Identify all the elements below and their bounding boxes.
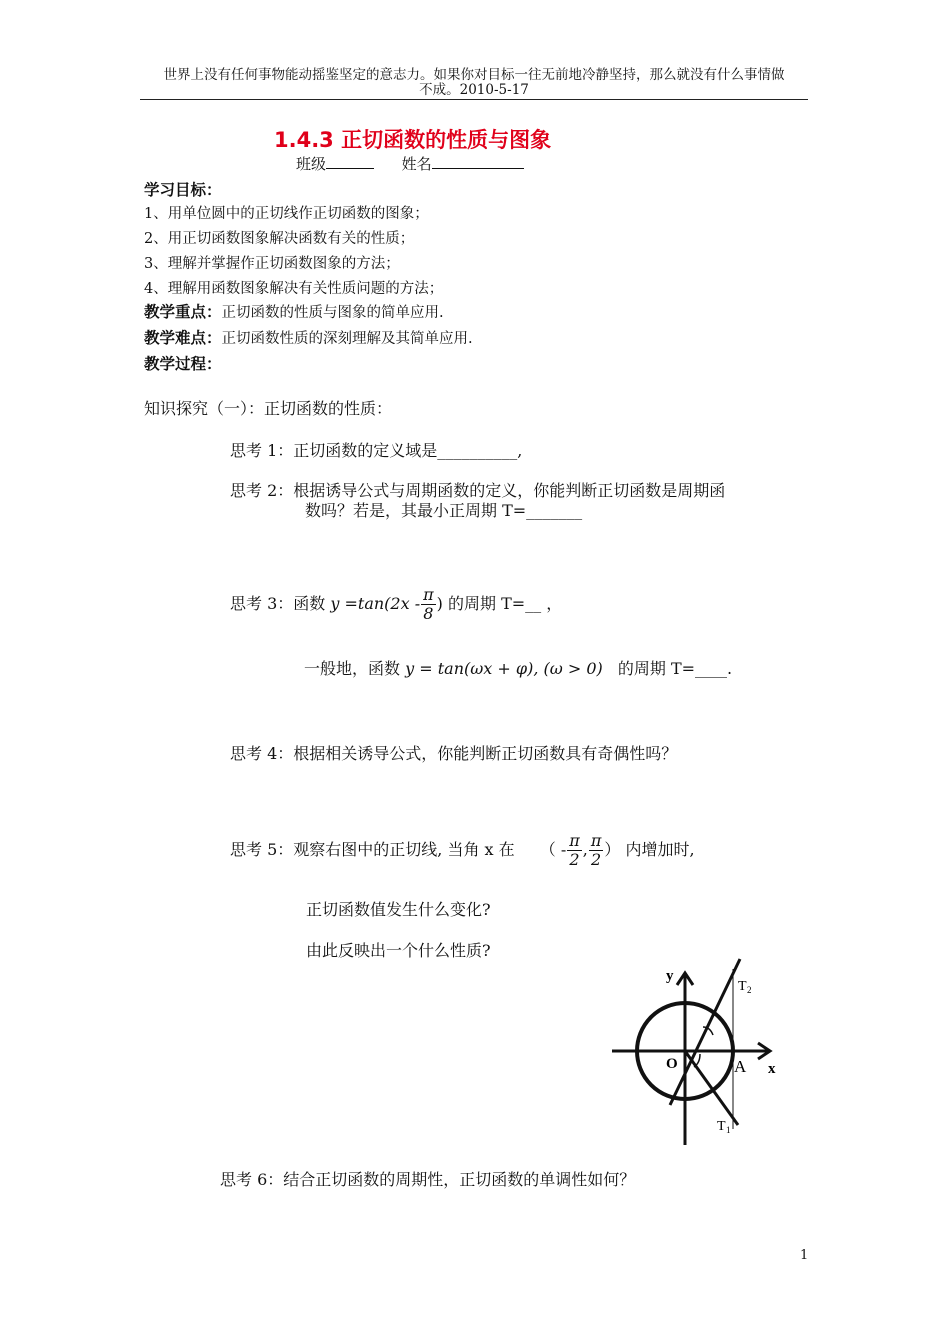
think-3-formula-close: ) xyxy=(436,594,443,613)
name-class-line xyxy=(296,153,524,174)
think-1-blank[interactable]: __________ xyxy=(437,441,518,460)
think-1-text: 思考 1：正切函数的定义域是 xyxy=(230,441,438,460)
think-2-line-1: 思考 2：根据诱导公式与周期函数的定义，你能判断正切函数是周期函 xyxy=(230,481,726,500)
think-2-line-2: 数吗？若是，其最小正周期 T=_______ xyxy=(305,501,583,520)
label-t2-subscript: 2 xyxy=(747,985,752,995)
difficulty-text: 正切函数性质的深刻理解及其简单应用. xyxy=(221,331,473,347)
fraction-numerator: π xyxy=(590,831,602,850)
think-5-fraction-2 xyxy=(589,832,604,869)
objective-item-1: 1、用单位圆中的正切线作正切函数的图象； xyxy=(144,206,429,222)
think-3-prefix: 思考 3：函数 xyxy=(230,594,326,613)
label-t2: T xyxy=(738,979,747,994)
fraction-denominator: 8 xyxy=(423,604,434,623)
section-heading: 知识探究（一）：正切函数的性质： xyxy=(144,399,393,418)
think-3-fraction xyxy=(421,586,436,623)
think-3-suffix: 的周期 T=__ ， xyxy=(447,594,563,613)
class-label: 班级 xyxy=(296,155,327,173)
think-5-open: （ - xyxy=(539,840,567,859)
page-number: 1 xyxy=(800,1248,809,1263)
label-o: O xyxy=(666,1056,678,1072)
fraction-denominator: 2 xyxy=(569,850,580,869)
label-a: A xyxy=(734,1057,747,1076)
objectives-heading: 学习目标： xyxy=(144,181,222,199)
think-5-suffix: 内增加时, xyxy=(625,840,695,859)
think-5-fraction-1 xyxy=(567,832,582,869)
name-blank[interactable] xyxy=(432,153,524,169)
think-5-close: ） xyxy=(604,840,621,859)
think-3-line-2-prefix: 一般地，函数 xyxy=(304,659,401,678)
fraction-denominator: 2 xyxy=(591,850,602,869)
header-line-1: 世界上没有任何事物能动摇鉴坚定的意志力。如果你对目标一往无前地冷静坚持，那么就没有什么事情做 xyxy=(163,67,785,83)
think-5-line-3: 由此反映出一个什么性质? xyxy=(306,941,491,960)
think-3-formula: y =tan(2x - xyxy=(330,594,421,613)
tangent-line-figure xyxy=(600,955,800,1155)
process-heading: 教学过程： xyxy=(144,355,222,373)
think-5-line-2: 正切函数值发生什么变化? xyxy=(306,900,491,919)
think-5-prefix: 思考 5：观察右图中的正切线, 当角 x 在 xyxy=(230,840,515,859)
think-3-general-formula: y = tan(ωx + φ), (ω > 0) xyxy=(405,659,603,678)
objective-item-3: 3、理解并掌握作正切函数图象的方法； xyxy=(144,256,400,272)
class-blank[interactable] xyxy=(326,153,374,169)
objective-item-2: 2、用正切函数图象解决函数有关的性质； xyxy=(144,231,415,247)
label-t1: T xyxy=(717,1119,726,1134)
header-line-2: 不成。2010-5-17 xyxy=(419,82,529,98)
think-5-comma: , xyxy=(582,840,588,859)
think-3-line-1 xyxy=(230,586,562,623)
difficulty xyxy=(144,326,473,348)
key-point-label: 教学重点： xyxy=(144,303,222,321)
fraction-numerator: π xyxy=(423,585,434,604)
page-title: 1.4.3 正切函数的性质与图象 xyxy=(274,128,552,152)
label-t1-subscript: 1 xyxy=(726,1125,731,1135)
think-1 xyxy=(230,438,522,461)
label-y: y xyxy=(666,968,674,984)
label-x: x xyxy=(768,1061,776,1077)
objective-item-4: 4、理解用函数图象解决有关性质问题的方法； xyxy=(144,281,444,297)
name-label: 姓名 xyxy=(401,155,432,173)
key-point xyxy=(144,300,444,322)
think-5-line-1 xyxy=(230,832,695,869)
think-3-line-2-suffix: 的周期 T=____. xyxy=(617,659,733,678)
think-6: 思考 6：结合正切函数的周期性，正切函数的单调性如何？ xyxy=(220,1170,636,1189)
think-1-suffix: , xyxy=(517,441,523,460)
fraction-numerator: π xyxy=(569,831,580,850)
think-3-line-2 xyxy=(304,656,732,679)
think-4: 思考 4：根据相关诱导公式，你能判断正切函数具有奇偶性吗？ xyxy=(230,744,678,763)
header-divider xyxy=(140,99,808,100)
difficulty-label: 教学难点： xyxy=(144,329,222,347)
key-point-text: 正切函数的性质与图象的简单应用. xyxy=(221,305,444,321)
